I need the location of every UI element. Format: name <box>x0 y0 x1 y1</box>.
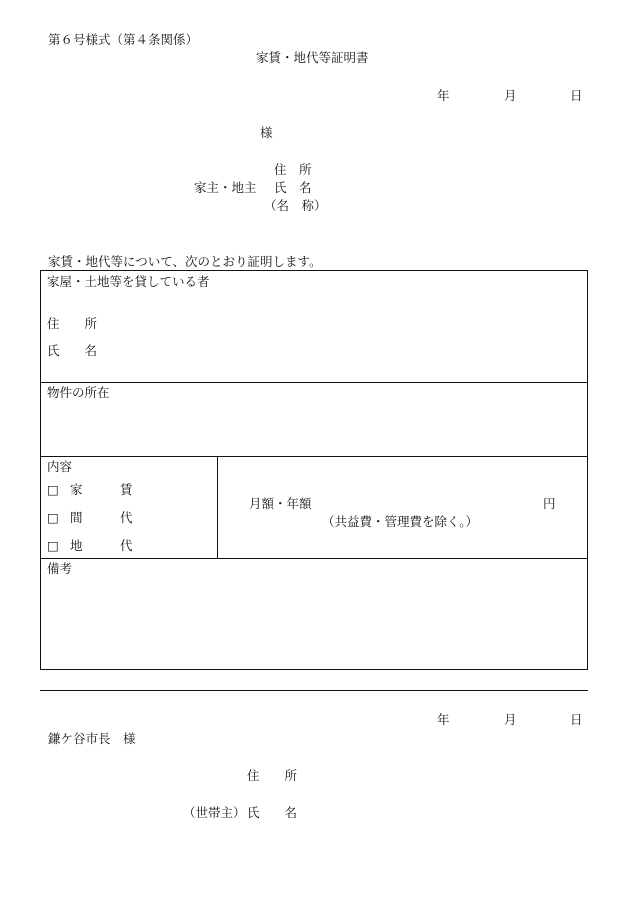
date-month-label: 月 <box>504 88 517 103</box>
issuer-role-label: 家主・地主 <box>194 180 257 195</box>
property-label: 物件の所在 <box>47 385 110 400</box>
checkbox-room-rent[interactable]: □ <box>47 510 59 525</box>
amount-note: （共益費・管理費を除く。） <box>322 514 479 529</box>
certificate-table <box>40 270 588 670</box>
table-divider <box>41 558 587 559</box>
bottom-date-day-label: 日 <box>570 712 583 727</box>
mayor-addressee: 鎌ケ谷市長 様 <box>48 731 136 746</box>
bottom-date-month-label: 月 <box>504 712 517 727</box>
date-year-label: 年 <box>437 88 450 103</box>
date-day-label: 日 <box>570 88 583 103</box>
table-column-divider <box>217 456 218 558</box>
householder-label: （世帯主） <box>183 805 246 820</box>
amount-unit: 円 <box>543 496 556 511</box>
tenant-address-label: 住 所 <box>47 316 98 331</box>
option-room-rent-label: 間 代 <box>70 510 133 525</box>
applicant-address-label: 住 所 <box>247 768 298 783</box>
applicant-name-label: 氏 名 <box>247 805 298 820</box>
remarks-label: 備考 <box>47 561 73 576</box>
document-title: 家賃・地代等証明書 <box>256 50 369 65</box>
issuer-corp-label: （名 称） <box>264 198 327 213</box>
section-separator <box>40 690 588 691</box>
amount-label: 月額・年額 <box>249 496 312 511</box>
bottom-date-year-label: 年 <box>437 712 450 727</box>
issuer-address-label: 住 所 <box>274 162 312 177</box>
checkbox-rent[interactable]: □ <box>47 482 59 497</box>
addressee-suffix: 様 <box>260 125 273 140</box>
certify-text: 家賃・地代等について、次のとおり証明します。 <box>48 254 322 269</box>
checkbox-land-rent[interactable]: □ <box>47 538 59 553</box>
table-divider <box>41 382 587 383</box>
table-divider <box>41 456 587 457</box>
form-number: 第６号様式（第４条関係） <box>48 32 199 47</box>
tenant-name-label: 氏 名 <box>47 343 98 358</box>
issuer-name-label: 氏 名 <box>274 180 312 195</box>
option-rent-label: 家 賃 <box>70 482 133 497</box>
content-label: 内容 <box>47 459 73 474</box>
option-land-rent-label: 地 代 <box>70 538 133 553</box>
tenant-header: 家屋・土地等を貸している者 <box>47 274 210 289</box>
